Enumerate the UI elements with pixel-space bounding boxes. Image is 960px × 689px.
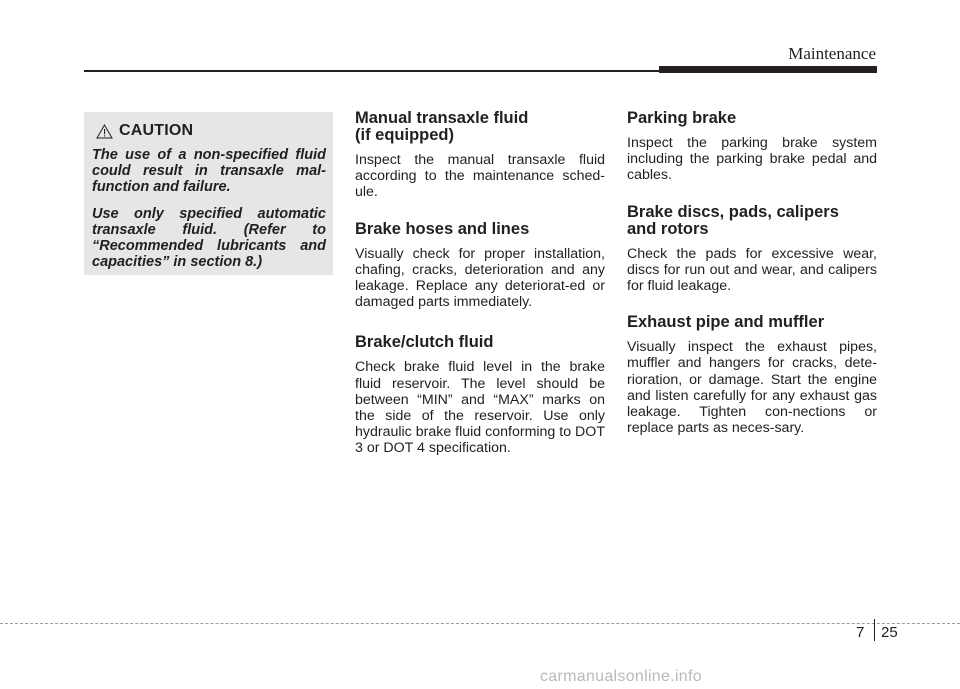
section-body: Visually inspect the exhaust pipes, muffler and hangers for cracks, dete-rioration, or damage. Start the engine and listen carefully for any exhaust gas leakage. Tighten con-nections or replace parts as neces-sary.: [627, 339, 877, 437]
footer-divider: [874, 619, 875, 641]
footer-rule: [0, 623, 960, 625]
watermark-text: carmanualsonline.info: [540, 668, 702, 685]
page-number: 25: [881, 624, 898, 641]
header-rule-thick: [659, 66, 877, 73]
section-body: Inspect the manual transaxle fluid according to the maintenance sched-ule.: [355, 152, 605, 201]
right-column: [627, 110, 877, 436]
section-heading: Exhaust pipe and muffler: [627, 313, 825, 332]
section-heading: Brake/clutch fluid: [355, 333, 494, 352]
section-heading: Manual transaxle fluid (if equipped): [355, 109, 529, 144]
caution-box: [84, 112, 333, 275]
warning-triangle-icon: [96, 124, 113, 139]
caution-header: [96, 122, 326, 140]
section-body: Inspect the parking brake system including the parking brake pedal and cables.: [627, 135, 877, 184]
section-heading: Parking brake: [627, 109, 737, 127]
middle-column: [355, 110, 605, 457]
chapter-number: 7: [856, 624, 865, 641]
section-body: Check the pads for excessive wear, discs for run out and wear, and calipers for fluid leakage.: [627, 245, 877, 295]
caution-paragraph: The use of a non-specified fluid could result in transaxle mal-function and failure.: [92, 147, 326, 195]
caution-title: CAUTION: [119, 122, 194, 139]
caution-paragraph: Use only specified automatic transaxle fluid. (Refer to “Recommended lubricants and capacities” in section 8.): [92, 206, 326, 270]
section-heading: Brake discs, pads, calipers and rotors: [627, 202, 839, 238]
header-title: Maintenance: [788, 44, 876, 63]
header-rule-thin: [84, 70, 662, 72]
section-body: Check brake fluid level in the brake fluid reservoir. The level should be between “MIN” and “MAX” marks on the side of the reservoir. Use only hydraulic brake fluid conforming to DOT 3 or DOT 4 specification.: [355, 359, 605, 457]
section-heading: Brake hoses and lines: [355, 219, 530, 238]
section-body: Visually check for proper installation, chafing, cracks, deterioration and any leakage. Replace any deteriorat-ed or damaged parts immediately.: [355, 245, 605, 311]
